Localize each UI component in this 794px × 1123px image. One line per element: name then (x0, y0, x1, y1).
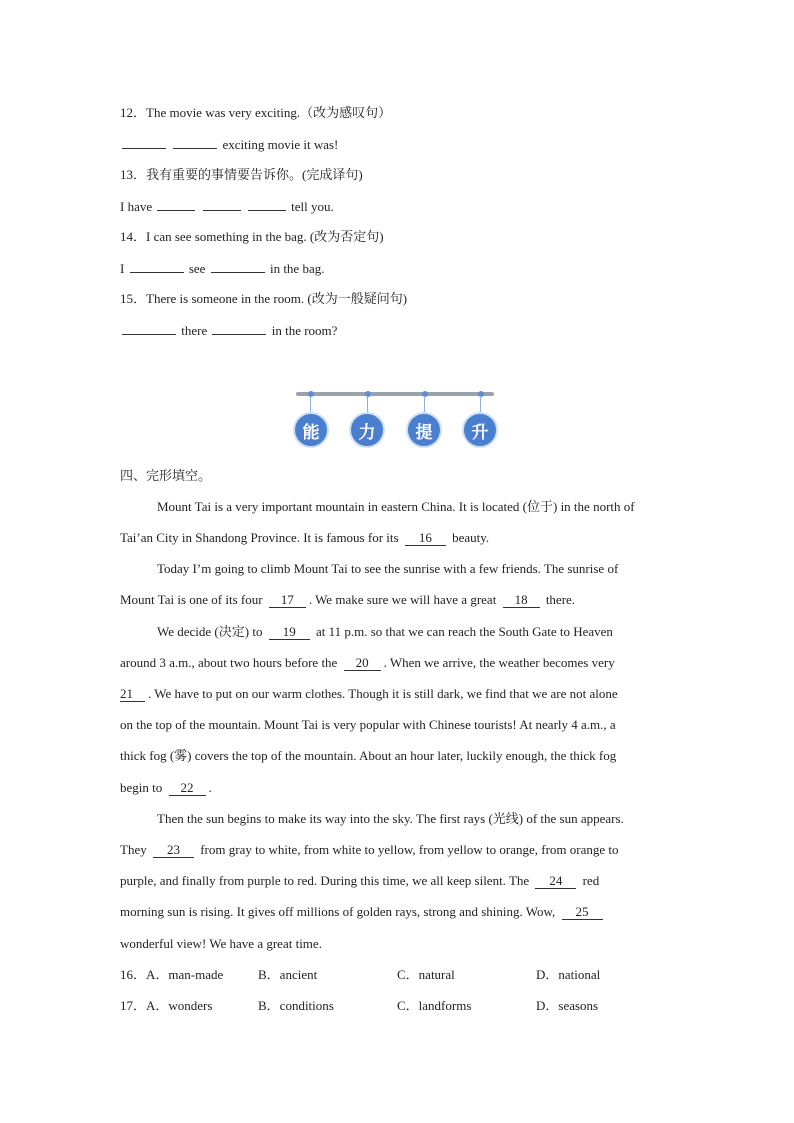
passage-text: . (208, 780, 212, 795)
cloze-blank-18[interactable]: 18 (503, 593, 540, 608)
answer-text: there (181, 323, 208, 338)
cloze-blank-16[interactable]: 16 (405, 531, 446, 546)
passage-line (120, 591, 675, 609)
passage-line (120, 903, 675, 921)
option-a[interactable]: A．wonders (146, 998, 213, 1013)
banner-dot (365, 391, 371, 397)
answer-blank[interactable] (212, 321, 266, 335)
question-number: 16． (120, 967, 147, 982)
section-title: 四、完形填空。 (120, 468, 212, 483)
passage-text: on the top of the mountain. Mount Tai is very popular with Chinese tourists! At nearly 4 a.m., a (120, 717, 616, 732)
passage-text: at 11 p.m. so that we can reach the South Gate to Heaven (315, 624, 613, 639)
answer-blank[interactable] (130, 259, 184, 273)
passage-line (157, 560, 675, 578)
ability-banner (290, 388, 500, 450)
answer-blank[interactable] (122, 135, 166, 149)
option-c[interactable]: C．natural (397, 967, 455, 982)
passage-text: They (120, 842, 147, 857)
passage-text: from gray to white, from white to yellow, from yellow to orange, from orange to (200, 842, 619, 857)
cloze-blank-22[interactable]: 22 (169, 781, 206, 796)
answer-blank[interactable] (248, 197, 286, 211)
question-12: 12．The movie was very exciting.（改为感叹句） (120, 105, 392, 120)
passage-line (120, 872, 675, 890)
cloze-blank-20[interactable]: 20 (344, 656, 381, 671)
option-b[interactable]: B．conditions (258, 998, 334, 1013)
option-a[interactable]: A．man-made (146, 967, 224, 982)
answer-blank[interactable] (173, 135, 217, 149)
cloze-blank-19[interactable]: 19 (269, 625, 310, 640)
question-13: 13．我有重要的事情要告诉你。(完成译句) (120, 167, 363, 182)
passage-line (157, 623, 675, 641)
question-14: 14．I can see something in the bag. (改为否定句) (120, 229, 384, 244)
passage-line (120, 747, 675, 765)
answer-blank[interactable] (157, 197, 195, 211)
passage-text: begin to (120, 780, 163, 795)
passage-text: thick fog (雾) covers the top of the mountain. About an hour later, luckily enough, the thick fog (120, 748, 617, 763)
cloze-blank-21[interactable]: 21 (120, 687, 145, 702)
cloze-blank-23[interactable]: 23 (153, 843, 194, 858)
banner-char: 力 (349, 412, 385, 448)
banner-dot (478, 391, 484, 397)
option-b[interactable]: B．ancient (258, 967, 318, 982)
passage-text: beauty. (452, 530, 490, 545)
passage-text: . We make sure we will have a great (308, 592, 497, 607)
passage-text: . We have to put on our warm clothes. Though it is still dark, we find that we are not alone (148, 686, 618, 701)
question-15: 15．There is someone in the room. (改为一般疑问句) (120, 291, 408, 306)
banner-dot (422, 391, 428, 397)
answer-text: I have (120, 199, 153, 214)
passage-text: there. (545, 592, 576, 607)
passage-text: purple, and finally from purple to red. During this time, we all keep silent. The (120, 873, 530, 888)
answer-text: in the room? (271, 323, 338, 338)
passage-text: red (582, 873, 600, 888)
answer-line-15 (120, 321, 337, 340)
option-d[interactable]: D．national (536, 967, 601, 982)
passage-text: wonderful view! We have a great time. (120, 936, 322, 951)
banner-char: 升 (462, 412, 498, 448)
banner-char: 能 (293, 412, 329, 448)
passage-line (120, 779, 675, 797)
option-d[interactable]: D．seasons (536, 998, 599, 1013)
passage-text: Then the sun begins to make its way into the sky. The first rays (光线) of the sun appears. (157, 811, 624, 826)
cloze-blank-24[interactable]: 24 (535, 874, 576, 889)
answer-text: see (188, 261, 206, 276)
question-number: 17． (120, 998, 147, 1013)
passage-line (157, 810, 675, 828)
cloze-blank-17[interactable]: 17 (269, 593, 306, 608)
answer-blank[interactable] (122, 321, 176, 335)
passage-text: Tai’an City in Shandong Province. It is famous for its (120, 530, 399, 545)
banner-char: 提 (406, 412, 442, 448)
banner-bar (296, 392, 494, 396)
banner-dot (308, 391, 314, 397)
passage-text: around 3 a.m., about two hours before the (120, 655, 338, 670)
passage-text: Mount Tai is a very important mountain in eastern China. It is located (位于) in the north of (157, 499, 635, 514)
cloze-blank-25[interactable]: 25 (562, 905, 603, 920)
passage-text: morning sun is rising. It gives off millions of golden rays, strong and shining. Wow, (120, 904, 556, 919)
answer-line-14 (120, 259, 324, 278)
option-c[interactable]: C．landforms (397, 998, 472, 1013)
answer-text: exciting movie it was! (222, 137, 339, 152)
answer-blank[interactable] (203, 197, 241, 211)
passage-line (157, 498, 675, 516)
passage-line (120, 841, 675, 859)
answer-line-12 (120, 135, 338, 154)
passage-line (120, 654, 675, 672)
passage-text: We decide (决定) to (157, 624, 263, 639)
passage-line (120, 716, 675, 734)
passage-text: . When we arrive, the weather becomes very (383, 655, 615, 670)
passage-text: Today I’m going to climb Mount Tai to see the sunrise with a few friends. The sunrise of (157, 561, 619, 576)
answer-text: in the bag. (269, 261, 325, 276)
answer-line-13 (120, 197, 334, 216)
passage-line (120, 935, 675, 953)
passage-line (120, 685, 675, 703)
answer-text: I (120, 261, 125, 276)
passage-text: Mount Tai is one of its four (120, 592, 263, 607)
passage-line (120, 529, 675, 547)
answer-blank[interactable] (211, 259, 265, 273)
answer-text: tell you. (291, 199, 334, 214)
